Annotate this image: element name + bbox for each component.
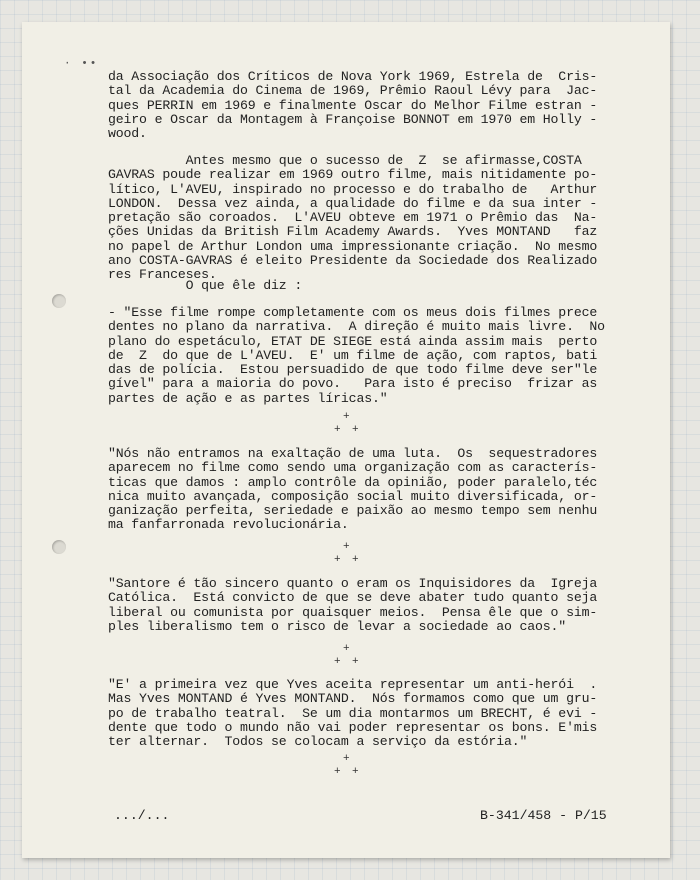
section-heading: O que êle diz :: [108, 278, 303, 293]
document-reference: B-341/458 - P/15: [480, 808, 607, 823]
quote-santore: "Santore é tão sincero quanto o eram os Inquisidores da Igreja Católica. Está convicto de que se deve abater tudo quanto seja liberal ou comunista por quaisquer meios. Pensa êle que o sim- ples liberalismo tem o risco de levar a sociedade ao caos.": [108, 576, 598, 634]
separator-cross: +: [343, 753, 350, 765]
separator-cross: +: [334, 554, 341, 566]
quote-montand: "E' a primeira vez que Yves aceita representar um anti-herói . Mas Yves MONTAND é Yves MONTAND. Nós formamos como que um gru- po de trabalho teatral. Se um dia montarmos um BRECHT, é evi - dente que todo o mundo não vai poder representar os bons. E'mis ter alternar. Todos se colocam a serviço da estória.": [108, 677, 598, 750]
separator-cross: +: [334, 766, 341, 778]
quote-sequestradores: "Nós não entramos na exaltação de uma luta. Os sequestradores aparecem no filme como sendo uma organização com as caracterís- ticas que damos : amplo contrôle da opinião, poder paralelo,téc nica muito avançada, composição social muito diversificada, or- ganização perfeita, seriedade e paixão ao mesmo tempo sem nenhu ma fanfarronada revolucionária.: [108, 446, 598, 533]
separator-cross: +: [352, 656, 359, 668]
punch-hole-bottom: [52, 540, 66, 554]
separator-cross: +: [334, 424, 341, 436]
separator-cross: +: [352, 554, 359, 566]
separator-cross: +: [343, 541, 350, 553]
separator-2: [334, 542, 394, 566]
separator-cross: +: [352, 424, 359, 436]
continuation-mark: .../...: [114, 808, 170, 823]
quote-etat-de-siege: - "Esse filme rompe completamente com os meus dois filmes prece dentes no plano da narrativa. A direção é muito mais livre. No plano do espetáculo, ETAT DE SIEGE está ainda assim mais perto de Z do que de L'AVEU. E' um filme de ação, com raptos, bati das de polícia. Estou persuadido de que todo filme deve ser"le gível" para a maioria do povo. Para isto é preciso frizar as partes de ação e as partes líricas.": [108, 305, 605, 406]
separator-cross: +: [343, 411, 350, 423]
separator-cross: +: [343, 643, 350, 655]
corner-mark: · ••: [64, 58, 99, 70]
paragraph-awards: da Associação dos Críticos de Nova York 1969, Estrela de Cris- tal da Academia do Cinema de 1969, Prêmio Raoul Lévy para Jac- ques PERRIN em 1969 e finalmente Oscar do Melhor Filme estran - geiro e Oscar da Montagem à Françoise BONNOT em 1970 em Holly - wood.: [108, 69, 598, 142]
separator-cross: +: [334, 656, 341, 668]
separator-cross: +: [352, 766, 359, 778]
separator-3: [334, 644, 394, 668]
separator-1: [334, 412, 394, 436]
punch-hole-top: [52, 294, 66, 308]
separator-4: [334, 754, 394, 778]
document-page: [22, 22, 670, 858]
paragraph-laveu: Antes mesmo que o sucesso de Z se afirmasse,COSTA GAVRAS poude realizar em 1969 outro filme, mais nitidamente po- lítico, L'AVEU, inspirado no processo e do trabalho de Arthur LONDON. Dessa vez ainda, a qualidade do filme e da sua inter - pretação são coroados. L'AVEU obteve em 1971 o Prêmio das Na- ções Unidas da British Film Academy Awards. Yves MONTAND faz no papel de Arthur London uma impressionante criação. No mesmo ano COSTA-GAVRAS é eleito Presidente da Sociedade dos Realizado res Franceses.: [108, 153, 598, 283]
